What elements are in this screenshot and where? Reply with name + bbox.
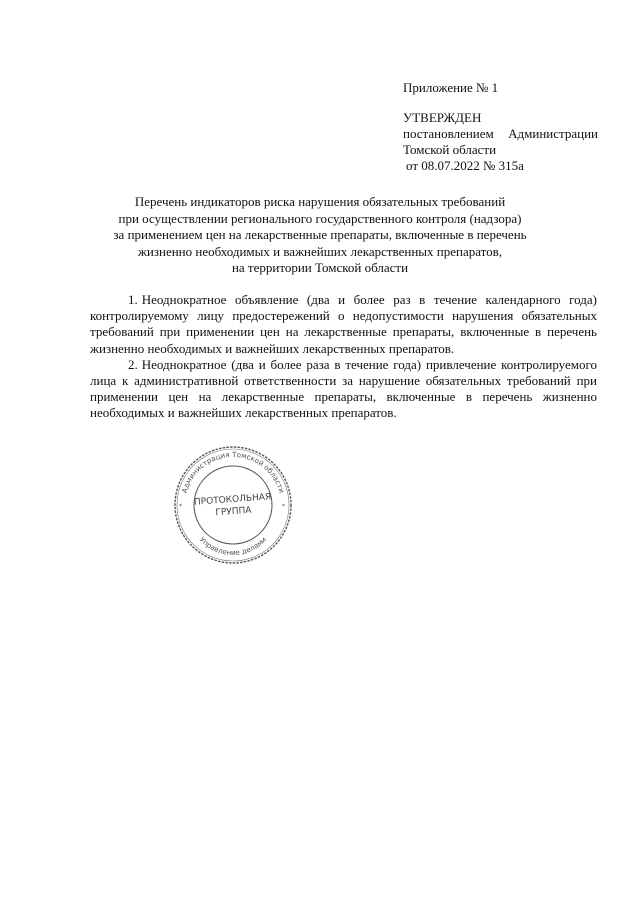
title-line: на территории Томской области — [231, 260, 409, 275]
title-line: за применением цен на лекарственные препараты, включенные в перечень — [113, 227, 527, 242]
stamp-center-line1: ПРОТОКОЛЬНАЯ — [193, 492, 272, 508]
approved-by-line: постановлением Администрации — [403, 126, 598, 141]
approved-title: УТВЕРЖДЕН — [403, 110, 482, 125]
indicator-list — [90, 292, 597, 422]
title-line: жизненно необходимых и важнейших лекарственных препаратов, — [137, 243, 503, 259]
item-text: Неоднократное объявление (два и более раз в течение календарного года) контролируемому лицу предостережений о недопустимости нарушения обязательных требований при применении цен на лекарственные препараты, включенные в перечень жизненно необходимых и важнейших лекарственных препаратов. — [90, 292, 597, 356]
title-line: при осуществлении регионального государственного контроля (надзора) — [118, 210, 522, 226]
stamp-center-line2: ГРУППА — [215, 505, 252, 519]
title-line: Перечень индикаторов риска нарушения обязательных требований — [134, 194, 506, 209]
item-number: 2. — [128, 356, 138, 372]
stamp-outer-ring — [175, 447, 291, 563]
stamp-star-left: * — [179, 503, 182, 510]
appendix-label: Приложение № 1 — [403, 80, 499, 95]
item-number: 1. — [128, 292, 138, 307]
stamp-bottom-text: Управление делами — [197, 534, 269, 558]
list-item — [90, 292, 597, 357]
item-text: Неоднократное (два и более раза в течение года) привлечение контролируемого лица к административной ответственности за нарушение обязательных требований при применении цен на лекарственные препараты, включенные в перечень жизненно необходимых и важнейших лекарственных препаратов. — [90, 356, 597, 421]
stamp-top-text: Администрация Томской области — [179, 449, 287, 495]
stamp-star-right: * — [282, 503, 285, 510]
approved-date: от 08.07.2022 № 315а — [406, 158, 524, 173]
approved-by-region: Томской области — [403, 142, 497, 157]
approval-block — [403, 110, 598, 174]
official-stamp — [172, 444, 294, 566]
list-item — [90, 357, 597, 422]
document-title — [90, 194, 550, 277]
